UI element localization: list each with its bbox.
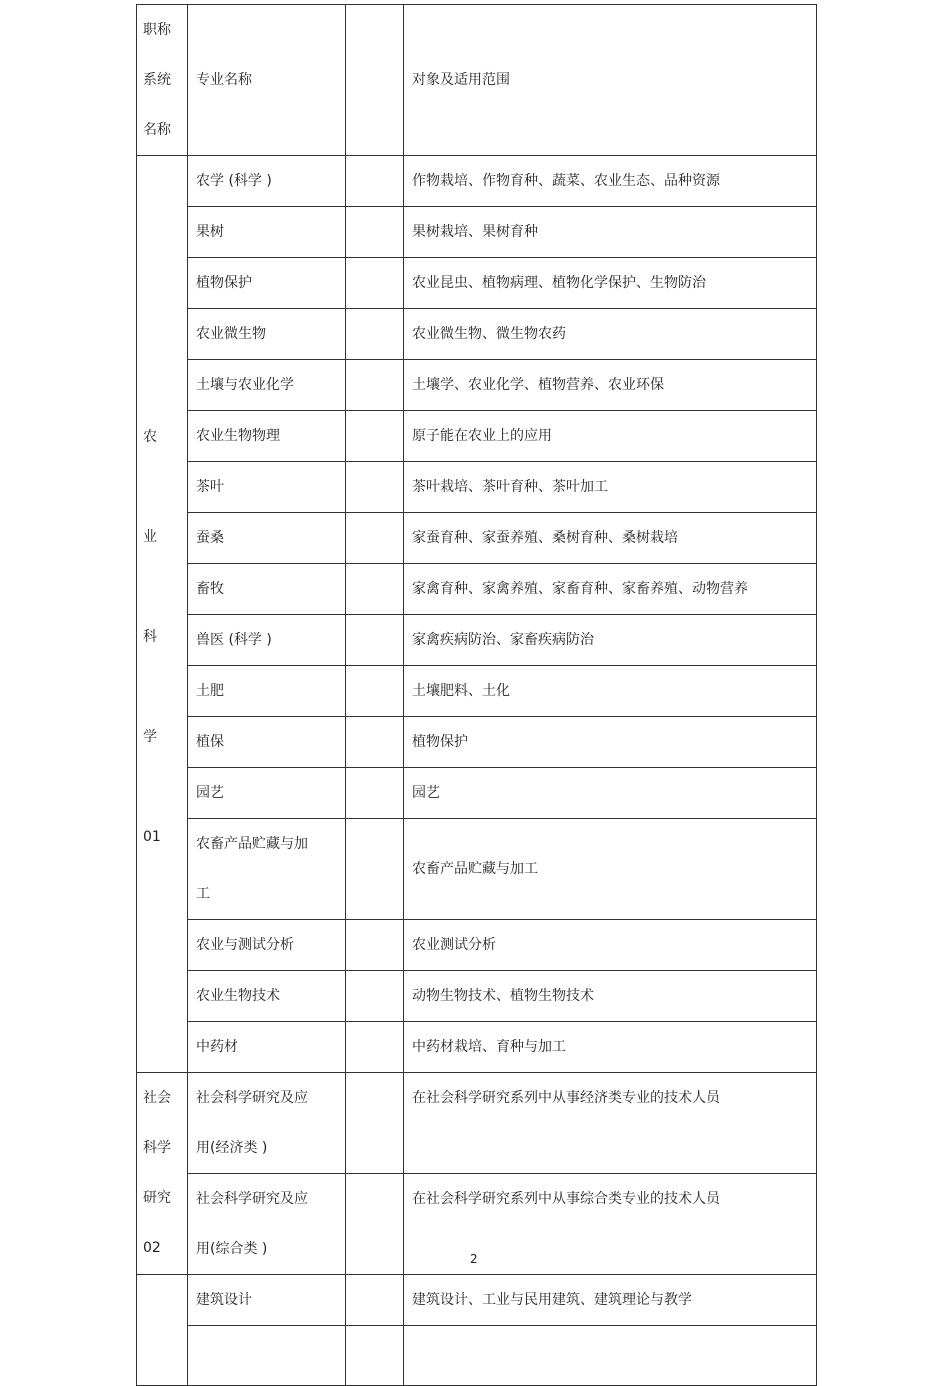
header-row (137, 5, 817, 156)
major-cell: 土壤与农业化学 (188, 360, 346, 411)
blank-cell (346, 768, 404, 819)
scope-cell: 建筑设计、工业与民用建筑、建筑理论与教学 (404, 1275, 817, 1326)
blank-cell (346, 615, 404, 666)
major-cell (188, 819, 346, 920)
blank-cell (346, 156, 404, 207)
scope-cell: 土壤学、农业化学、植物营养、农业环保 (404, 360, 817, 411)
category-line: 科学 (143, 1140, 171, 1156)
category-line: 科 (143, 629, 157, 645)
scope-cell: 中药材栽培、育种与加工 (404, 1022, 817, 1073)
major-cell (188, 1326, 346, 1386)
major-cell: 果树 (188, 207, 346, 258)
table-row (137, 258, 817, 309)
table-row (137, 1022, 817, 1073)
table-row (137, 717, 817, 768)
scope-cell (404, 1326, 817, 1386)
blank-cell (346, 920, 404, 971)
blank-cell (346, 411, 404, 462)
major-cell (188, 1174, 346, 1275)
scope-cell: 农业昆虫、植物病理、植物化学保护、生物防治 (404, 258, 817, 309)
blank-cell (346, 717, 404, 768)
scope-cell: 家禽育种、家禽养殖、家畜育种、家畜养殖、动物营养 (404, 564, 817, 615)
header-category-line: 系统 (143, 72, 171, 88)
blank-cell (346, 462, 404, 513)
major-line: 用(综合类 ) (196, 1241, 268, 1257)
header-category-line: 名称 (143, 122, 171, 138)
blank-cell (346, 309, 404, 360)
scope-cell: 农畜产品贮藏与加工 (404, 819, 817, 920)
table-row (137, 411, 817, 462)
category-next-cell (137, 1275, 188, 1386)
table-row (137, 666, 817, 717)
blank-cell (346, 819, 404, 920)
category-line: 农 (143, 429, 157, 445)
major-cell: 中药材 (188, 1022, 346, 1073)
major-cell: 茶叶 (188, 462, 346, 513)
scope-cell: 家禽疾病防治、家畜疾病防治 (404, 615, 817, 666)
scope-cell: 农业测试分析 (404, 920, 817, 971)
scope-cell: 植物保护 (404, 717, 817, 768)
header-blank (346, 5, 404, 156)
scope-cell: 茶叶栽培、茶叶育种、茶叶加工 (404, 462, 817, 513)
blank-cell (346, 1275, 404, 1326)
major-line: 社会科学研究及应 (196, 1191, 308, 1207)
major-cell: 园艺 (188, 768, 346, 819)
table-row (137, 1275, 817, 1326)
table-row (137, 819, 817, 920)
table-row (137, 920, 817, 971)
scope-cell: 农业微生物、微生物农药 (404, 309, 817, 360)
major-cell (188, 1073, 346, 1174)
blank-cell (346, 666, 404, 717)
major-cell: 农业生物物理 (188, 411, 346, 462)
table-row (137, 564, 817, 615)
blank-cell (346, 971, 404, 1022)
scope-cell: 原子能在农业上的应用 (404, 411, 817, 462)
table-row (137, 1326, 817, 1386)
blank-cell (346, 258, 404, 309)
table-row (137, 156, 817, 207)
header-category-line: 职称 (143, 22, 171, 38)
page-number: 2 (470, 1252, 478, 1266)
scope-cell: 在社会科学研究系列中从事经济类专业的技术人员 (404, 1073, 817, 1174)
blank-cell (346, 513, 404, 564)
major-cell: 建筑设计 (188, 1275, 346, 1326)
scope-cell: 在社会科学研究系列中从事综合类专业的技术人员 (404, 1174, 817, 1275)
major-line: 工 (196, 886, 210, 902)
scope-cell: 家蚕育种、家蚕养殖、桑树育种、桑树栽培 (404, 513, 817, 564)
scope-cell: 作物栽培、作物育种、蔬菜、农业生态、品种资源 (404, 156, 817, 207)
major-cell: 农学 (科学 ) (188, 156, 346, 207)
major-cell: 畜牧 (188, 564, 346, 615)
major-line: 社会科学研究及应 (196, 1090, 308, 1106)
blank-cell (346, 360, 404, 411)
table-row (137, 615, 817, 666)
table-row (137, 207, 817, 258)
scope-cell: 动物生物技术、植物生物技术 (404, 971, 817, 1022)
blank-cell (346, 1073, 404, 1174)
table-row (137, 462, 817, 513)
blank-cell (346, 564, 404, 615)
table-row (137, 309, 817, 360)
major-cell: 植物保护 (188, 258, 346, 309)
major-cell: 农业微生物 (188, 309, 346, 360)
major-cell: 蚕桑 (188, 513, 346, 564)
header-scope: 对象及适用范围 (404, 5, 817, 156)
header-category-cell (137, 5, 188, 156)
blank-cell (346, 1174, 404, 1275)
major-line: 农畜产品贮藏与加 (196, 836, 308, 852)
scope-cell: 土壤肥料、土化 (404, 666, 817, 717)
major-cell: 兽医 (科学 ) (188, 615, 346, 666)
table-row (137, 360, 817, 411)
blank-cell (346, 1022, 404, 1073)
major-cell: 农业与测试分析 (188, 920, 346, 971)
blank-cell (346, 207, 404, 258)
category-line: 学 (143, 729, 157, 745)
major-cell: 植保 (188, 717, 346, 768)
scope-cell: 园艺 (404, 768, 817, 819)
table-row (137, 513, 817, 564)
major-line: 用(经济类 ) (196, 1140, 268, 1156)
category-line: 01 (143, 829, 161, 845)
table-row (137, 971, 817, 1022)
major-cell: 土肥 (188, 666, 346, 717)
profession-table (136, 4, 817, 1386)
table-row (137, 1073, 817, 1174)
category-line: 02 (143, 1240, 161, 1256)
category-line: 业 (143, 529, 157, 545)
category-agri-cell (137, 156, 188, 1073)
category-social-cell (137, 1073, 188, 1275)
scope-cell: 果树栽培、果树育种 (404, 207, 817, 258)
blank-cell (346, 1326, 404, 1386)
major-cell: 农业生物技术 (188, 971, 346, 1022)
header-major: 专业名称 (188, 5, 346, 156)
table-row (137, 768, 817, 819)
category-line: 研究 (143, 1190, 171, 1206)
category-line: 社会 (143, 1090, 171, 1106)
